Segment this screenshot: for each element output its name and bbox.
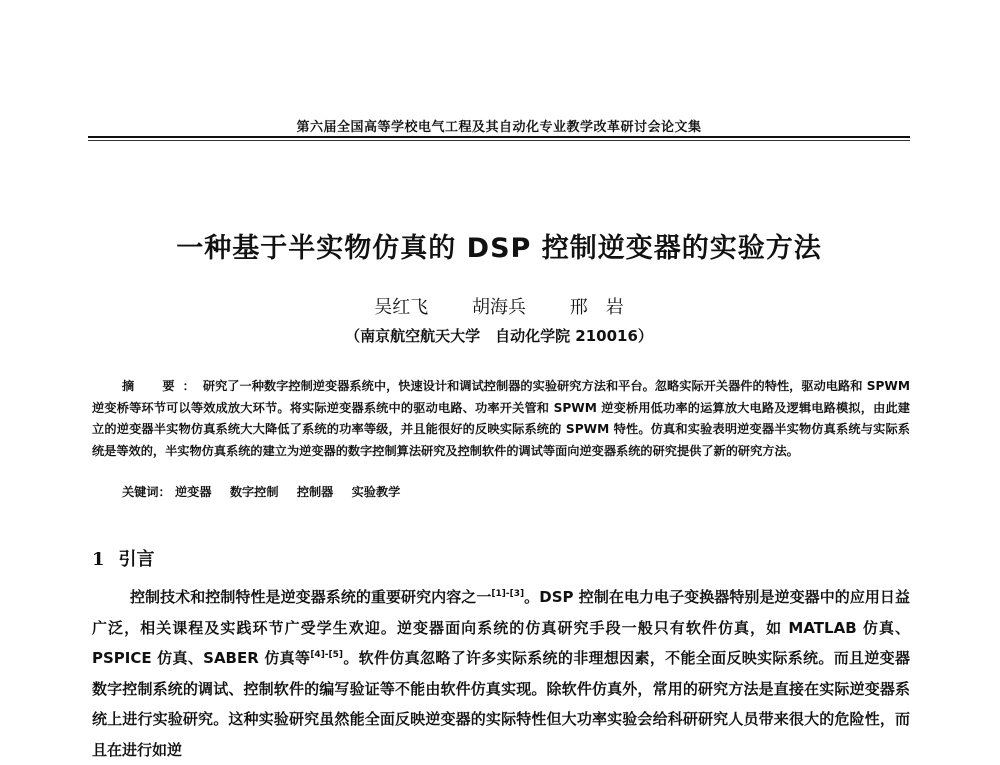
body-text-segment: 。软件仿真忽略了许多实际系统的非理想因素，不能全面反映实际系统。而且逆变器数字控制系统的调试、控制软件的编写验证等不能由软件仿真实现。除软件仿真外，常用的研究方法是直接在实际逆变器系统上进行实验研究。这种实验研究虽然能全面反映逆变器的实际特性但大功率实验会给科研研究人员带来很大的危险性，而且在进行如逆	[92, 649, 910, 759]
header-rule-thin	[88, 140, 910, 141]
author-name: 邢 岩	[569, 297, 624, 318]
body-paragraph	[92, 582, 910, 765]
author-list	[88, 293, 910, 319]
author-affiliation: （南京航空航天大学 自动化学院 210016）	[345, 327, 653, 345]
header-rule-thick	[88, 136, 910, 138]
running-header: 第六届全国高等学校电气工程及其自动化专业教学改革研讨会论文集	[296, 120, 702, 135]
keyword: 实验教学	[351, 485, 401, 499]
abstract-label: 摘 要：	[122, 379, 203, 393]
paper-title: 一种基于半实物仿真的 DSP 控制逆变器的实验方法	[176, 233, 822, 264]
section-title: 引言	[118, 549, 155, 570]
keyword: 逆变器	[175, 485, 212, 499]
keyword: 控制器	[296, 485, 334, 499]
keywords-label: 关键词：	[122, 485, 171, 499]
abstract	[92, 376, 910, 462]
keyword: 数字控制	[229, 485, 279, 499]
body-text-segment: 控制技术和控制特性是逆变器系统的重要研究内容之一	[130, 588, 492, 606]
section-number: 1	[92, 549, 105, 570]
section-heading	[92, 545, 155, 571]
body-text-segment: 。DSP 控制在电力电子变换器特别是逆变器中的应用日益广泛，相关课程及实践环节广受学生欢迎。逆变器面向系统的仿真研究手段一般只有软件仿真，如 MATLAB 仿真、PSPICE 仿真、SABER 仿真等	[92, 588, 910, 667]
citation-ref: [4]-[5]	[310, 650, 344, 660]
author-name: 吴红飞	[374, 297, 429, 318]
author-name: 胡海兵	[472, 297, 526, 318]
abstract-text: 研究了一种数字控制逆变器系统中，快速设计和调试控制器的实验研究方法和平台。忽略实际开关器件的特性，驱动电路和 SPWM 逆变桥等环节可以等效成放大环节。将实际逆变器系统中的驱动电路、功率开关管和 SPWM 逆变桥用低功率的运算放大电路及逻辑电路模拟，由此建立的逆变器半实物仿真系统大大降低了系统的功率等级，并且能很好的反映实际系统的 SPWM 特性。仿真和实验表明逆变器半实物仿真系统与实际系统是等效的，半实物仿真系统的建立为逆变器的数字控制算法研究及控制软件的调试等面向逆变器系统的研究提供了新的研究方法。	[92, 379, 910, 458]
keywords	[122, 483, 910, 500]
citation-ref: [1]-[3]	[491, 589, 525, 599]
